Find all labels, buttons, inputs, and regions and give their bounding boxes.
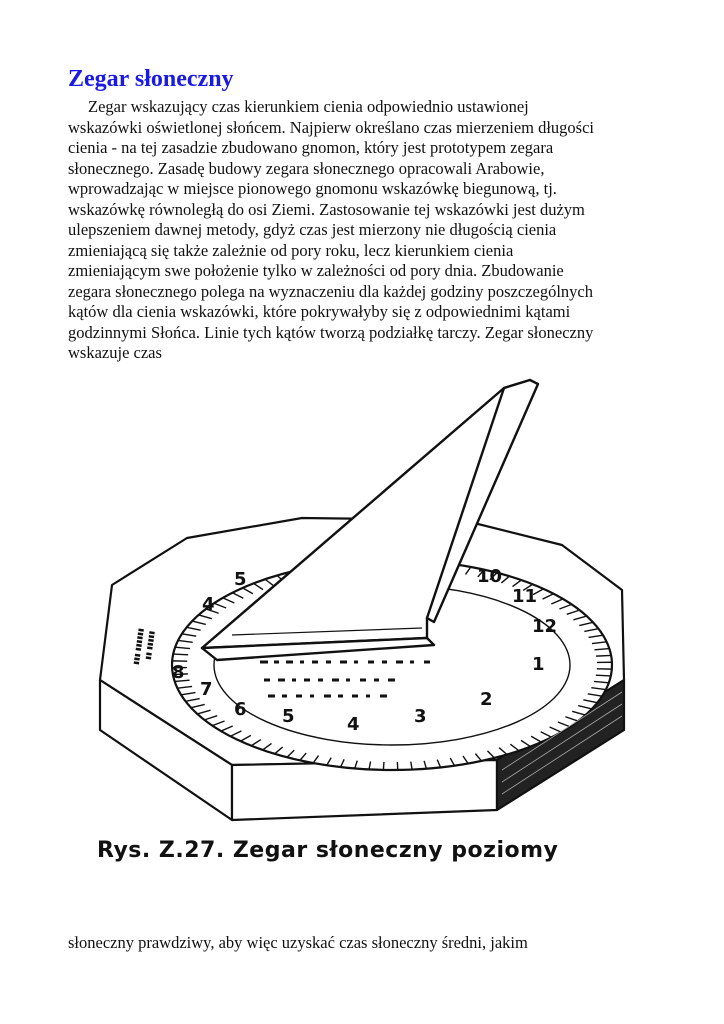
svg-text:▮▮ ▮▮▮▮▮: ▮▮ ▮▮▮▮▮ [144, 630, 157, 661]
dial-number: 10 [477, 566, 503, 587]
paragraph-line: cienia - na tej zasadzie zbudowano gnomon, który jest prototypem zegara [68, 138, 554, 157]
body-paragraph [68, 97, 668, 364]
paragraph-line: zmieniającą się także zależnie od pory roku, lecz kierunkiem cienia [68, 240, 514, 260]
dial-number: 11 [512, 586, 538, 607]
dial-tick [173, 654, 188, 655]
paragraph-line: zegara słonecznego polega na wyznaczeniu dla każdej godziny poszczególnych [68, 281, 594, 301]
paragraph-line: wskazówki oświetlonej słońcem. Najpierw określano czas mierzeniem długości [68, 117, 595, 137]
paragraph-line: wprowadzając w miejsce pionowego gnomonu wskazówkę biegunową, tj. [68, 179, 557, 198]
paragraph-line: kątów dla cienia wskazówki, które pokrywałyby się z odpowiednimi kątami [68, 302, 571, 321]
dial-number: 7 [200, 679, 213, 700]
dial-number: 5 [234, 569, 247, 590]
dial-number: 5 [282, 706, 295, 727]
dial-number: 3 [414, 706, 427, 727]
dial-number: 1 [532, 654, 545, 675]
sundial-illustration [92, 370, 640, 840]
svg-text:▮▮▮ ▮▮▮▮▮▮: ▮▮▮ ▮▮▮▮▮▮ [132, 627, 146, 666]
paragraph-line: ulepszeniem dawnej metody, gdyż czas jest mierzony nie długością cienia [68, 220, 557, 239]
dial-number: 4 [347, 714, 360, 735]
paragraph-line: wskazówkę równoległą do osi Ziemi. Zastosowanie tej wskazówki jest dużym [68, 199, 585, 219]
figure-caption: Rys. Z.27. Zegar słoneczny poziomy [97, 838, 559, 863]
dial-number: 12 [532, 616, 558, 637]
dial-number: 4 [202, 594, 215, 615]
paragraph-line: Zegar wskazujący czas kierunkiem cienia odpowiednio ustawionej [88, 97, 529, 116]
dial-number: 6 [234, 699, 247, 720]
dial-number: 2 [480, 689, 493, 710]
paragraph-line: słonecznego. Zasadę budowy zegara słonecznego opracowali Arabowie, [68, 158, 545, 178]
dial-tick [596, 655, 611, 656]
paragraph-line: godzinnymi Słońca. Linie tych kątów tworzą podziałkę tarczy. Zegar słoneczny [68, 322, 594, 342]
dial-tick [596, 675, 611, 676]
dial-number: 8 [172, 662, 185, 683]
paragraph-line: zmieniającym swe położenie tylko w zależności od pory dnia. Zbudowanie [68, 261, 564, 280]
page-title: Zegar słoneczny [68, 66, 234, 92]
continuation-text: słoneczny prawdziwy, aby więc uzyskać czas słoneczny średni, jakim [68, 933, 528, 952]
dial-tick [383, 762, 384, 770]
paragraph-line: wskazuje czas [68, 343, 162, 362]
